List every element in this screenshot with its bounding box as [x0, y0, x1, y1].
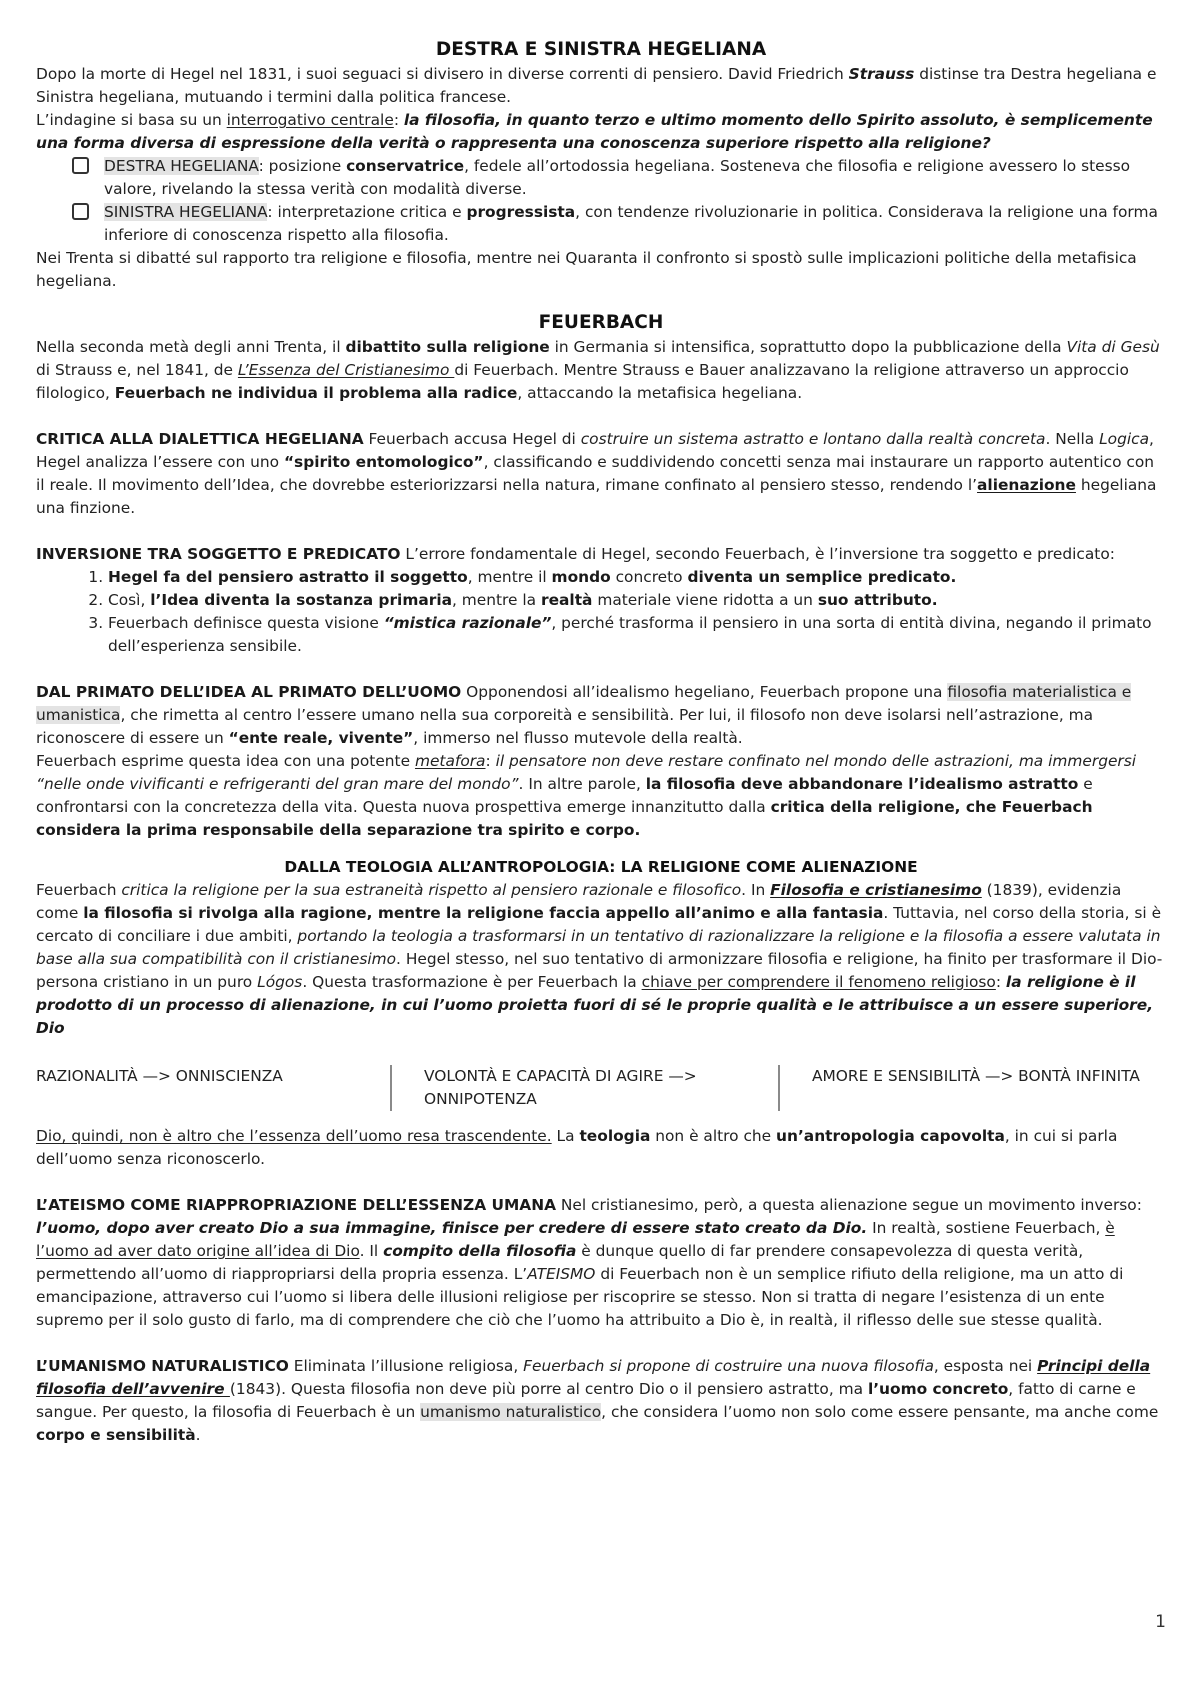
title-teologia-antropologia: DALLA TEOLOGIA ALL’ANTROPOLOGIA: LA RELIGIONE COME ALIENAZIONE	[284, 858, 918, 876]
column-razionalita: RAZIONALITÀ —> ONNISCIENZA	[36, 1067, 283, 1085]
inversione-item: 3. Feuerbach definisce questa visione “mistica razionale”, perché trasforma il pensiero in una sorta di entità divina, negando il primato dell’esperienza sensibile.	[108, 612, 1166, 658]
title-feuerbach: FEUERBACH	[538, 312, 664, 333]
title-destra-sinistra: DESTRA E SINISTRA HEGELIANA	[435, 39, 767, 60]
column-amore: AMORE E SENSIBILITÀ —> BONTÀ INFINITA	[778, 1065, 1166, 1111]
dio-paragraph: Dio, quindi, non è altro che l’essenza dell’uomo resa trascendente. La teologia non è altro che un’antropologia capovolta, in cui si parla dell’uomo senza riconoscerlo.	[36, 1127, 1118, 1168]
feuerbach-intro: Nella seconda metà degli anni Trenta, il dibattito sulla religione in Germania si intensifica, soprattutto dopo la pubblicazione della Vita di Gesù di Strauss e, nel 1841, de L’Essenza del Cristianesimo di Feuerbach. Mentre Strauss e Bauer analizzavano la religione attraverso un approccio filologico, Feuerbach ne individua il problema alla radice, attaccando la metafisica hegeliana.	[36, 338, 1160, 402]
primato-paragraph: DAL PRIMATO DELL’IDEA AL PRIMATO DELL’UOMO Opponendosi all’idealismo hegeliano, Feuerbach propone una filosofia materialistica e umanistica, che rimetta al centro l’essere umano nella sua corporeità e sensibilità. Per lui, il filosofo non deve isolarsi nell’astrazione, ma riconoscere di essere un “ente reale, vivente”, immerso nel flusso mutevole della realtà.	[36, 683, 1132, 747]
sinistra-item: SINISTRA HEGELIANA: interpretazione critica e progressista, con tendenze rivoluzionarie in politica. Considerava la religione una forma inferiore di conoscenza rispetto alla filosofia.	[72, 201, 1166, 247]
inversione-item: 1. Hegel fa del pensiero astratto il soggetto, mentre il mondo concreto diventa un semplice predicato.	[108, 566, 1166, 589]
checkbox-sinistra[interactable]	[72, 203, 89, 220]
umanismo-paragraph: L’UMANISMO NATURALISTICO Eliminata l’illusione religiosa, Feuerbach si propone di costruire una nuova filosofia, esposta nei Principi della filosofia dell’avvenire (1843). Questa filosofia non deve più porre al centro Dio o il pensiero astratto, ma l’uomo concreto, fatto di carne e sangue. Per questo, la filosofia di Feuerbach è un umanismo naturalistico, che considera l’uomo non solo come essere pensante, ma anche come corpo e sensibilità.	[36, 1357, 1159, 1444]
destra-item: DESTRA HEGELIANA: posizione conservatrice, fedele all’ortodossia hegeliana. Sosteneva che filosofia e religione avessero lo stesso valore, rivelando la stessa verità con modalità diverse.	[72, 155, 1166, 201]
column-volonta: VOLONTÀ E CAPACITÀ DI AGIRE —> ONNIPOTENZA	[390, 1065, 778, 1111]
inversione-list	[36, 566, 1166, 658]
inversione-paragraph: INVERSIONE TRA SOGGETTO E PREDICATO L’errore fondamentale di Hegel, secondo Feuerbach, è l’inversione tra soggetto e predicato:	[36, 545, 1115, 563]
ateismo-paragraph: L’ATEISMO COME RIAPPROPRIAZIONE DELL’ESSENZA UMANA Nel cristianesimo, però, a questa alienazione segue un movimento inverso: l’uomo, dopo aver creato Dio a sua immagine, finisce per credere di essere stato creato da Dio. In realtà, sostiene Feuerbach, è l’uomo ad aver dato origine all’idea di Dio. Il compito della filosofia è dunque quello di far prendere consapevolezza di questa verità, permettendo all’uomo di riappropriarsi della propria essenza. L’ATEISMO di Feuerbach non è un semplice rifiuto della religione, ma un atto di emancipazione, attraverso cui l’uomo si libera delle illusioni religiose per riscoprire se stesso. Non si tratta di negare l’esistenza di un ente supremo per il solo gusto di farlo, ma di comprendere che ciò che l’uomo ha attribuito a Dio è, in realtà, il riflesso delle sue stesse qualità.	[36, 1196, 1142, 1329]
checkbox-destra[interactable]	[72, 157, 89, 174]
outro-paragraph: Nei Trenta si dibatté sul rapporto tra religione e filosofia, mentre nei Quaranta il confronto si spostò sulle implicazioni politiche della metafisica hegeliana.	[36, 249, 1137, 290]
inversione-item: 2. Così, l’Idea diventa la sostanza primaria, mentre la realtà materiale viene ridotta a un suo attributo.	[108, 589, 1166, 612]
positions-list	[36, 155, 1166, 247]
alienazione-paragraph: Feuerbach critica la religione per la sua estraneità rispetto al pensiero razionale e filosofico. In Filosofia e cristianesimo (1839), evidenzia come la filosofia si rivolga alla ragione, mentre la religione faccia appello all’animo e alla fantasia. Tuttavia, nel corso della storia, si è cercato di conciliare i due ambiti, portando la teologia a trasformarsi in un tentativo di razionalizzare la religione e la filosofia a essere valutata in base alla sua compatibilità con il cristianesimo. Hegel stesso, nel suo tentativo di armonizzare filosofia e religione, ha finito per trasformare il Dio-persona cristiano in un puro Lógos. Questa trasformazione è per Feuerbach la chiave per comprendere il fenomeno religioso: la religione è il prodotto di un processo di alienazione, in cui l’uomo proietta fuori di sé le proprie qualità e le attribuisce a un essere superiore, Dio	[36, 881, 1163, 1037]
critica-paragraph: CRITICA ALLA DIALETTICA HEGELIANA Feuerbach accusa Hegel di costruire un sistema astratto e lontano dalla realtà concreta. Nella Logica, Hegel analizza l’essere con uno “spirito entomologico”, classificando e suddividendo concetti senza mai instaurare un rapporto autentico con il reale. Il movimento dell’Idea, che dovrebbe esteriorizzarsi nella natura, rimane confinato al pensiero stesso, rendendo l’alienazione hegeliana una finzione.	[36, 430, 1157, 517]
metafora-paragraph: Feuerbach esprime questa idea con una potente metafora: il pensatore non deve restare confinato nel mondo delle astrazioni, ma immergersi “nelle onde vivificanti e refrigeranti del gran mare del mondo”. In altre parole, la filosofia deve abbandonare l’idealismo astratto e confrontarsi con la concretezza della vita. Questa nuova prospettiva emerge innanzitutto dalla critica della religione, che Feuerbach considera la prima responsabile della separazione tra spirito e corpo.	[36, 752, 1137, 839]
page-number: 1	[1155, 1612, 1166, 1632]
intro-paragraph: Dopo la morte di Hegel nel 1831, i suoi seguaci si divisero in diverse correnti di pensiero. David Friedrich Strauss distinse tra Destra hegeliana e Sinistra hegeliana, mutuando i termini dalla politica francese.	[36, 65, 1157, 106]
attributes-columns	[36, 1065, 1166, 1111]
question-paragraph: L’indagine si basa su un interrogativo centrale: la filosofia, in quanto terzo e ultimo momento dello Spirito assoluto, è semplicemente una forma diversa di espressione della verità o rappresenta una conoscenza superiore rispetto alla religione?	[36, 111, 1153, 152]
